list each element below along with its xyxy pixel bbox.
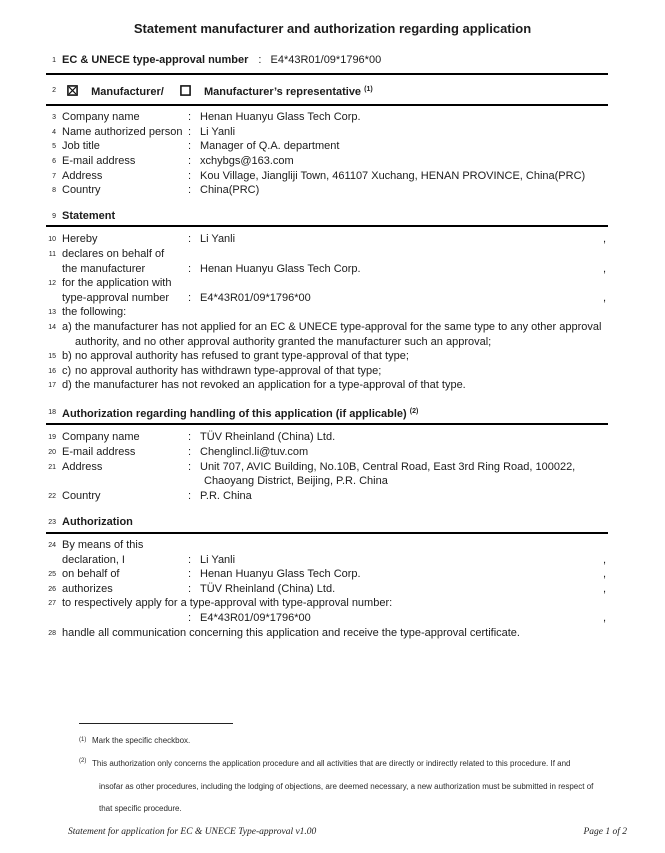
document-content xyxy=(0,53,665,640)
statement-heading-row xyxy=(46,209,608,224)
row-intro-text: By means of this xyxy=(62,539,144,552)
field-row-job-title xyxy=(46,139,608,154)
field-value: TÜV Rheinland (China) Ltd. xyxy=(200,582,336,595)
colon: : xyxy=(188,553,192,566)
approval-number-label: EC & UNECE type-approval number xyxy=(62,54,249,66)
field-label-spacer xyxy=(62,474,188,489)
line-number: 5 xyxy=(52,143,56,151)
row-intro-text: handle all communication concerning this application and receive the type-approval certificate. xyxy=(62,626,520,639)
colon: : xyxy=(188,582,192,595)
colon: : xyxy=(188,489,192,502)
footer-page-number: Page 1 of 2 xyxy=(583,827,627,837)
field-value: Chaoyang District, Beijing, P.R. China xyxy=(204,475,388,488)
statement-item-d xyxy=(46,378,608,393)
line-number: 13 xyxy=(48,309,56,317)
manufacturer-label: Manufacturer/ xyxy=(91,85,164,98)
colon: : xyxy=(188,125,192,138)
representative-checkbox-empty-icon xyxy=(180,85,191,96)
list-marker: c) xyxy=(62,364,72,377)
field-value: Henan Huanyu Glass Tech Corp. xyxy=(200,262,361,275)
field-label: Job title xyxy=(62,140,100,153)
statement-row-hereby xyxy=(46,232,608,247)
line-number: 1 xyxy=(52,57,56,64)
colon: : xyxy=(188,568,192,581)
list-marker: d) xyxy=(62,379,72,392)
authorization-row-handle xyxy=(46,626,608,641)
field-label: E-mail address xyxy=(62,446,136,459)
footnote-text: that specific procedure. xyxy=(99,804,182,813)
field-label: Company name xyxy=(62,111,140,124)
line-number: 8 xyxy=(52,187,56,195)
field-value: Kou Village, Jiangliji Town, 461107 Xuchang, HENAN PROVINCE, China(PRC) xyxy=(200,169,586,182)
colon: : xyxy=(188,431,192,444)
footnote-marker: (2) xyxy=(79,758,87,764)
list-item-text: no approval authority has withdrawn type-approval of that type; xyxy=(75,364,382,377)
trailing-comma: , xyxy=(602,568,606,581)
statement-item-a xyxy=(46,320,608,349)
row-intro-text: to respectively apply for a type-approval with type-approval number: xyxy=(62,597,393,610)
footnote-text: This authorization only concerns the application procedure and all activities that are directly or indirectly related to this procedure. If and xyxy=(92,759,571,768)
authorization-row-apply xyxy=(46,596,608,625)
list-item-text: no approval authority has refused to grant type-approval of that type; xyxy=(75,350,409,363)
page-footer xyxy=(68,827,627,837)
approval-number-row xyxy=(46,53,608,68)
footnote-ref-1: (1) xyxy=(364,85,373,93)
field-value: Manager of Q.A. department xyxy=(200,140,340,153)
section-divider xyxy=(46,532,608,534)
statement-row-application xyxy=(46,276,608,305)
authorization-row-behalf xyxy=(46,567,608,582)
field-row-address xyxy=(46,169,608,184)
field-row-agent-country xyxy=(46,489,608,504)
colon: : xyxy=(188,184,192,197)
field-row-company-name xyxy=(46,110,608,125)
field-label: E-mail address xyxy=(62,154,136,167)
line-number: 10 xyxy=(48,236,56,244)
field-label: declaration, I xyxy=(62,553,125,566)
line-number: 23 xyxy=(48,519,56,527)
trailing-comma: , xyxy=(602,612,606,624)
colon: : xyxy=(188,262,192,275)
footnote-text: insofar as other procedures, including the lodging of objections, are deemed necessary, a new authorization must be submitted in respect of xyxy=(99,781,594,791)
field-value: Li Yanli xyxy=(200,553,236,566)
trailing-comma: , xyxy=(602,262,606,275)
field-value: Unit 707, AVIC Building, No.10B, Central Road, East 3rd Ring Road, 100022, xyxy=(200,460,576,473)
approval-number-value: E4*43R01/09*1796*00 xyxy=(270,54,382,66)
line-number: 14 xyxy=(48,323,56,331)
line-number: 7 xyxy=(52,172,56,180)
footnote-text: Mark the specific checkbox. xyxy=(92,736,191,745)
footnote-marker: (1) xyxy=(79,737,87,743)
line-number: 12 xyxy=(48,280,56,288)
line-number: 22 xyxy=(48,492,56,500)
colon-spacer xyxy=(188,474,200,489)
colon: : xyxy=(188,291,192,304)
trailing-comma: , xyxy=(602,233,606,246)
line-number: 9 xyxy=(52,212,56,220)
authorization-handling-heading-row xyxy=(46,405,608,422)
line-number: 15 xyxy=(48,353,56,361)
field-label: Country xyxy=(62,489,101,502)
field-label: type-approval number xyxy=(62,291,170,304)
field-value: Chenglincl.li@tuv.com xyxy=(200,446,309,459)
list-marker: a) xyxy=(62,320,72,333)
statement-item-c xyxy=(46,364,608,379)
colon: : xyxy=(188,140,192,153)
colon: : xyxy=(188,154,192,167)
field-value: Henan Huanyu Glass Tech Corp. xyxy=(200,568,361,581)
field-row-agent-address xyxy=(46,460,608,489)
field-value: Henan Huanyu Glass Tech Corp. xyxy=(200,111,361,124)
row-intro-text: the following: xyxy=(62,306,127,319)
authorization-heading: Authorization xyxy=(62,516,133,529)
line-number: 16 xyxy=(48,367,56,375)
statement-heading: Statement xyxy=(62,209,116,222)
field-row-agent-company xyxy=(46,430,608,445)
line-number: 18 xyxy=(48,408,56,416)
manufacturer-checkbox-row xyxy=(46,83,608,100)
line-number: 6 xyxy=(52,157,56,165)
line-number: 3 xyxy=(52,114,56,122)
field-value: TÜV Rheinland (China) Ltd. xyxy=(200,431,336,444)
manufacturer-checkbox-checked-icon xyxy=(67,85,78,96)
field-label-spacer xyxy=(62,611,188,626)
field-label: Hereby xyxy=(62,233,98,246)
field-value: China(PRC) xyxy=(200,184,260,197)
authorization-row-declaration xyxy=(46,538,608,567)
colon: : xyxy=(188,111,192,124)
colon: : xyxy=(188,169,192,182)
agent-fields xyxy=(46,430,608,503)
field-label: the manufacturer xyxy=(62,262,146,275)
statement-rows xyxy=(46,232,608,393)
line-number: 28 xyxy=(48,629,56,637)
footnote-area xyxy=(79,723,605,827)
field-row-email xyxy=(46,154,608,169)
page-title: Statement manufacturer and authorization regarding application xyxy=(133,21,532,36)
field-row-authorized-person xyxy=(46,125,608,140)
authorization-handling-heading: Authorization regarding handling of this application (if applicable) $^{(2)}$ xyxy=(62,407,419,420)
line-number: 17 xyxy=(48,382,56,390)
section-divider xyxy=(46,104,608,106)
field-label: Company name xyxy=(62,431,140,444)
line-number: 19 xyxy=(48,434,56,442)
company-fields xyxy=(46,110,608,198)
field-value: E4*43R01/09*1796*00 xyxy=(200,612,311,624)
authorization-rows xyxy=(46,538,608,640)
line-number: 20 xyxy=(48,449,56,457)
line-number: 27 xyxy=(48,600,56,608)
statement-item-b xyxy=(46,349,608,364)
row-intro-text: declares on behalf of xyxy=(62,247,165,260)
field-value: P.R. China xyxy=(200,489,252,502)
colon: : xyxy=(188,446,192,459)
field-value: E4*43R01/09*1796*00 xyxy=(200,291,311,304)
trailing-comma: , xyxy=(602,553,606,566)
footnote-1 xyxy=(79,736,605,746)
list-item-text: the manufacturer has not revoked an application for a type-approval of that type. xyxy=(75,379,466,392)
row-intro-text: for the application with xyxy=(62,277,172,290)
line-number: 2 xyxy=(52,86,56,94)
authorization-row-authorizes xyxy=(46,582,608,597)
list-item-text: the manufacturer has not applied for an EC & UNECE type-approval for the same type to any other approval authority, and no other approval authority granted the manufacturer such an approval; xyxy=(75,320,602,348)
authorization-heading-row xyxy=(46,515,608,530)
field-label: Address xyxy=(62,169,103,182)
colon: : xyxy=(188,233,192,246)
colon: : xyxy=(188,460,192,473)
section-divider xyxy=(46,225,608,227)
line-number: 25 xyxy=(48,571,56,579)
field-value: Li Yanli xyxy=(200,125,236,138)
trailing-comma: , xyxy=(602,291,606,304)
line-number: 21 xyxy=(48,463,56,471)
footer-document-version: Statement for application for EC & UNECE Type-approval v1.00 xyxy=(68,827,317,837)
line-number: 11 xyxy=(48,250,56,258)
line-number: 26 xyxy=(48,585,56,593)
field-value: xchybgs@163.com xyxy=(200,154,294,167)
line-number: 24 xyxy=(48,542,56,550)
field-label: on behalf of xyxy=(62,568,120,581)
line-number: 4 xyxy=(52,128,56,136)
representative-label: Manufacturer’s representative $^{(1)}$ xyxy=(203,85,373,98)
statement-row-declares xyxy=(46,247,608,276)
field-label: authorizes xyxy=(62,582,113,595)
trailing-comma: , xyxy=(602,582,606,595)
colon: : xyxy=(188,612,192,624)
footnote-separator xyxy=(79,723,233,724)
field-row-country xyxy=(46,183,608,198)
colon: : xyxy=(258,54,262,66)
statement-row-following xyxy=(46,305,608,320)
footnote-2 xyxy=(79,759,605,814)
field-label: Address xyxy=(62,460,103,473)
field-row-agent-email xyxy=(46,445,608,460)
list-marker: b) xyxy=(62,350,72,363)
field-label: Country xyxy=(62,184,101,197)
field-value: Li Yanli xyxy=(200,233,236,246)
footnote-ref-2: (2) xyxy=(409,407,419,415)
section-divider xyxy=(46,423,608,425)
section-divider xyxy=(46,73,608,75)
field-label: Name authorized person xyxy=(62,125,183,138)
